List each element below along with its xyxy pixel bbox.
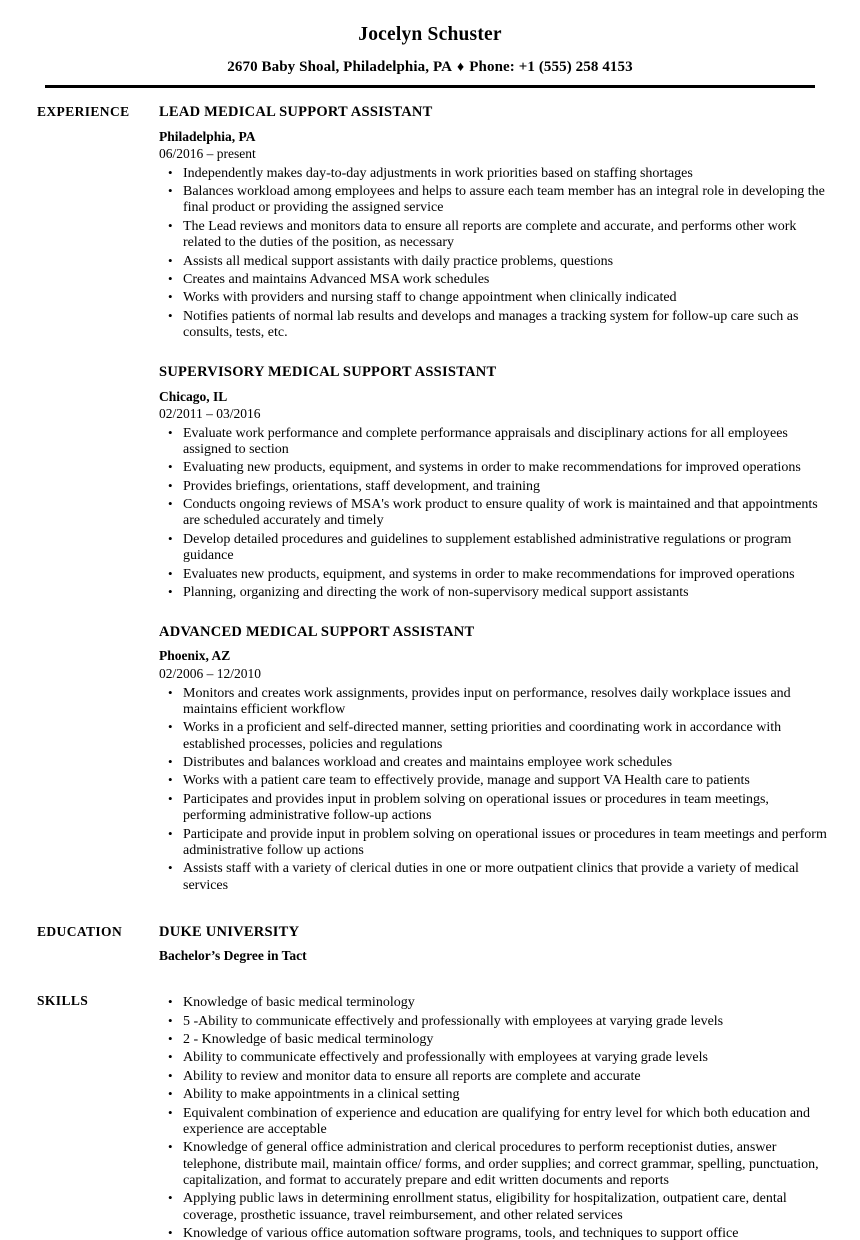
resume-header xyxy=(0,0,860,88)
section-experience xyxy=(0,103,860,894)
education-entry xyxy=(159,923,830,964)
job-title: LEAD MEDICAL SUPPORT ASSISTANT xyxy=(159,104,433,121)
job-title: ADVANCED MEDICAL SUPPORT ASSISTANT xyxy=(159,624,475,641)
skills-bullet-list xyxy=(159,995,830,1240)
job-dates: 06/2016 – present xyxy=(159,145,256,161)
education-entries xyxy=(159,923,830,964)
skill-bullet: • Knowledge of general office administration and clerical procedures to perform receptionist duties, answer telephone, distribute mail, maintain office/ forms, and order supplies; and correct grammar, spelling, punctuation, capitalization, and format to accurately prepare and edit written documents and reports xyxy=(159,1140,830,1189)
section-label-skills: SKILLS xyxy=(37,993,89,1009)
job-bullet: • Creates and maintains Advanced MSA work schedules xyxy=(159,272,830,288)
education-school: DUKE UNIVERSITY xyxy=(159,924,300,940)
skill-bullet: • Applying public laws in determining enrollment status, eligibility for hospitalization, outpatient care, dental coverage, prosthetic issuance, travel reimbursement, and other related services xyxy=(159,1191,830,1224)
job-bullet: • Notifies patients of normal lab results and develops and manages a tracking system for follow-up care such as consults, tests, etc. xyxy=(159,309,830,342)
job-location: Phoenix, AZ xyxy=(159,648,231,664)
skill-bullet: • Ability to communicate effectively and professionally with employees at varying grade levels xyxy=(159,1050,830,1066)
header-divider xyxy=(45,85,815,88)
diamond-separator-icon: ♦ xyxy=(457,60,465,76)
job-bullet: • Develop detailed procedures and guidelines to supplement established administrative regulations or program guidance xyxy=(159,532,830,565)
candidate-name: Jocelyn Schuster xyxy=(358,24,502,45)
section-skills xyxy=(0,992,860,1240)
job-bullet: • Provides briefings, orientations, staff development, and training xyxy=(159,479,830,495)
job-location: Philadelphia, PA xyxy=(159,128,256,144)
skill-bullet: • Ability to review and monitor data to ensure all reports are complete and accurate xyxy=(159,1069,830,1085)
skill-bullet: • 2 - Knowledge of basic medical terminology xyxy=(159,1032,830,1048)
skill-bullet: • Knowledge of various office automation software programs, tools, and techniques to support office xyxy=(159,1226,830,1240)
job-bullet: • Balances workload among employees and helps to assure each team member has an integral role in developing the final product or providing the assigned service xyxy=(159,184,830,217)
job-bullet: • Participate and provide input in problem solving on operational issues or procedures in team meetings and perform administrative follow up actions xyxy=(159,827,830,860)
skills-body xyxy=(159,992,830,1240)
contact-address: 2670 Baby Shoal, Philadelphia, PA xyxy=(227,59,453,76)
job-bullet: • The Lead reviews and monitors data to ensure all reports are complete and accurate, and performs other work related to the duties of the position, as necessary xyxy=(159,219,830,252)
section-label-experience: EXPERIENCE xyxy=(37,104,130,120)
skill-bullet: • 5 -Ability to communicate effectively and professionally with employees at varying grade levels xyxy=(159,1014,830,1030)
job-bullet: • Works with a patient care team to effectively provide, manage and support VA Health care to patients xyxy=(159,773,830,789)
job-bullet: • Assists staff with a variety of clerical duties in one or more outpatient clinics that provide a variety of medical services xyxy=(159,861,830,894)
skill-bullet: • Ability to make appointments in a clinical setting xyxy=(159,1087,830,1103)
job-bullet: • Evaluates new products, equipment, and systems in order to make recommendations for improved operations xyxy=(159,567,830,583)
job-dates: 02/2006 – 12/2010 xyxy=(159,665,262,681)
job-bullet: • Evaluating new products, equipment, and systems in order to make recommendations for improved operations xyxy=(159,460,830,476)
job-bullet: • Evaluate work performance and complete performance appraisals and disciplinary actions for all employees assigned to section xyxy=(159,426,830,459)
job-bullet: • Distributes and balances workload and creates and maintains employee work schedules xyxy=(159,755,830,771)
job-bullet: • Conducts ongoing reviews of MSA's work product to ensure quality of work is maintained and that appointments are scheduled accurately and timely xyxy=(159,497,830,530)
job-bullet: • Participates and provides input in problem solving on operational issues or procedures in team meetings, performing administrative follow-up actions xyxy=(159,792,830,825)
contact-phone: Phone: +1 (555) 258 4153 xyxy=(469,59,633,76)
job-location: Chicago, IL xyxy=(159,388,228,404)
job-bullet-list xyxy=(159,426,830,602)
contact-line xyxy=(0,59,860,76)
section-education xyxy=(0,923,860,964)
section-label-education: EDUCATION xyxy=(37,924,123,939)
job-bullet: • Assists all medical support assistants with daily practice problems, questions xyxy=(159,254,830,270)
job-bullet: • Planning, organizing and directing the work of non-supervisory medical support assistants xyxy=(159,585,830,601)
job-bullet: • Monitors and creates work assignments, provides input on performance, resolves daily workplace issues and maintains efficient workflow xyxy=(159,686,830,719)
skill-bullet: • Knowledge of basic medical terminology xyxy=(159,995,830,1011)
job-bullet-list xyxy=(159,166,830,342)
job-bullet: • Works in a proficient and self-directed manner, setting priorities and coordinating work in accordance with established processes, policies and regulations xyxy=(159,720,830,753)
job-bullet: • Works with providers and nursing staff to change appointment when clinically indicated xyxy=(159,290,830,306)
job-bullet: • Independently makes day-to-day adjustments in work priorities based on staffing shortages xyxy=(159,166,830,182)
experience-entry xyxy=(159,103,830,341)
experience-entry xyxy=(159,623,830,894)
job-bullet-list xyxy=(159,686,830,895)
skill-bullet: • Equivalent combination of experience and education are qualifying for entry level for which both education and experience are acceptable xyxy=(159,1106,830,1139)
job-title: SUPERVISORY MEDICAL SUPPORT ASSISTANT xyxy=(159,364,497,381)
experience-entries xyxy=(159,103,830,894)
experience-entry xyxy=(159,363,830,601)
job-dates: 02/2011 – 03/2016 xyxy=(159,405,261,421)
education-degree: Bachelor’s Degree in Tact xyxy=(159,948,307,964)
